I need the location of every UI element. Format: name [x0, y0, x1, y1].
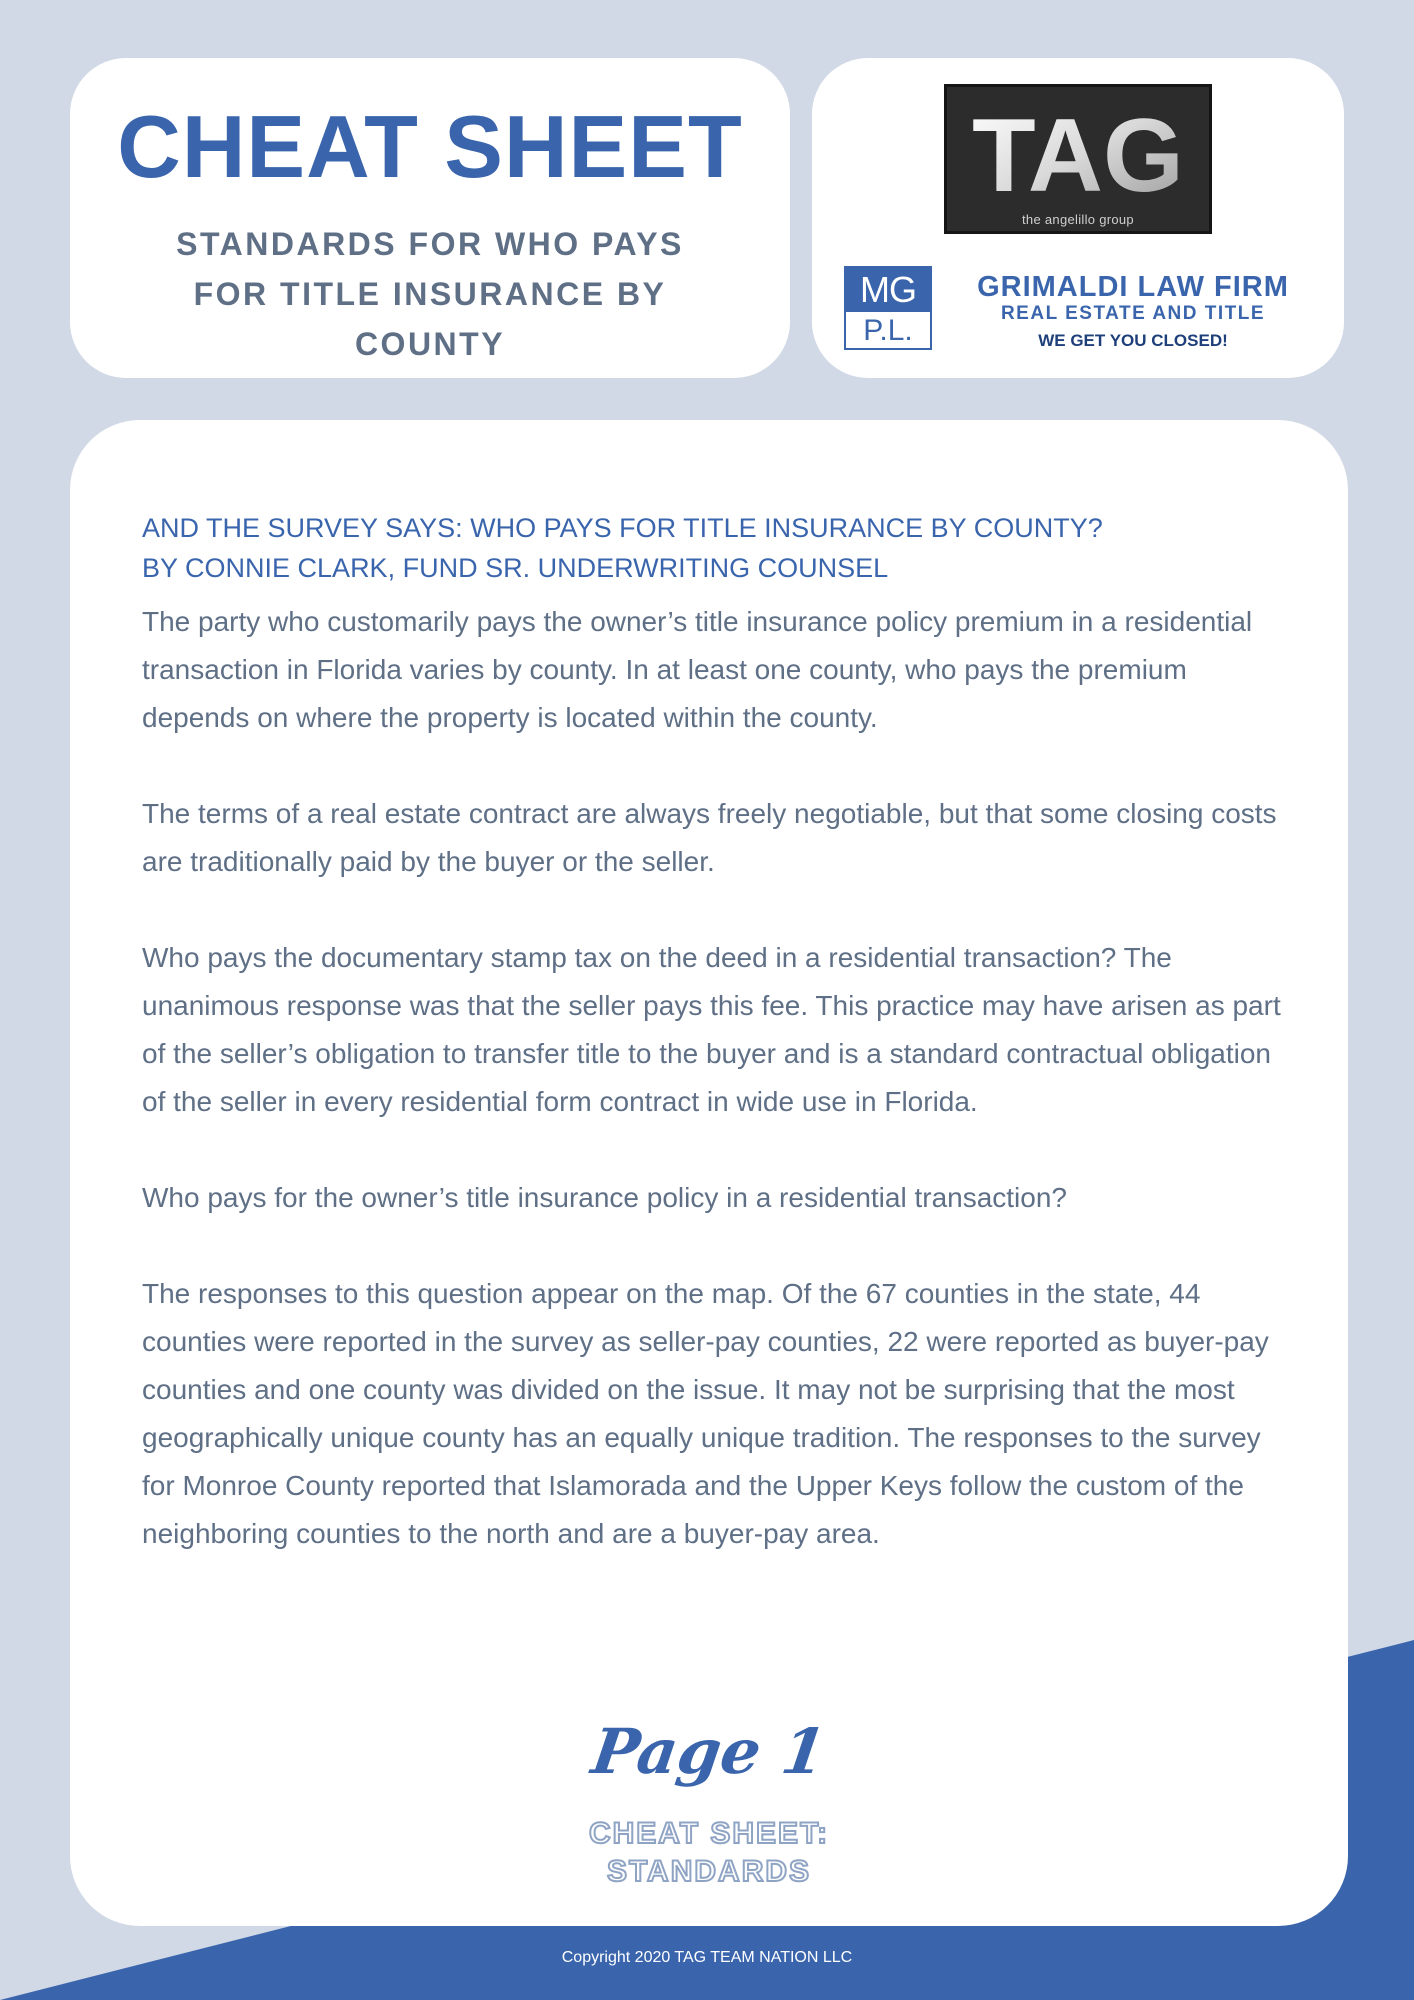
article-heading-line1: AND THE SURVEY SAYS: WHO PAYS FOR TITLE INSURANCE BY COUNTY?: [142, 513, 1103, 543]
firm-name: GRIMALDI LAW FIRM: [977, 271, 1289, 303]
article-paragraph: The responses to this question appear on the map. Of the 67 counties in the state, 44 counties were reported in the survey as seller-pay counties, 22 were reported as buyer-pay counties and one county was divided on the issue. It may not be surprising that the most geographically unique county has an equally unique tradition. The responses to the survey for Monroe County reported that Islamorada and the Upper Keys follow the custom of the neighboring counties to the north and are a buyer-pay area.: [142, 1278, 1269, 1549]
mgpl-logo: [844, 266, 932, 350]
page-title: CHEAT SHEET: [117, 97, 743, 196]
footer-label: [70, 1815, 1348, 1891]
footer-label-line1: CHEAT SHEET:: [588, 1817, 830, 1850]
firm-subtitle: REAL ESTATE AND TITLE: [1000, 303, 1266, 324]
title-card: [70, 58, 790, 378]
mg-logo-text: MG: [846, 268, 930, 312]
article-body: [142, 598, 1287, 1606]
tag-logo: [944, 84, 1212, 234]
tag-tagline: the angelillo group: [1022, 212, 1134, 227]
page-subtitle: STANDARDS FOR WHO PAYS FOR TITLE INSURANCE BY COUNTY: [176, 226, 684, 363]
pl-logo-text: P.L.: [863, 314, 913, 347]
tag-logo-text: TAG: [972, 98, 1184, 207]
article-paragraph: Who pays for the owner’s title insurance policy in a residential transaction?: [142, 1182, 1067, 1213]
article-card: [70, 420, 1348, 1926]
article-paragraph: The terms of a real estate contract are always freely negotiable, but that some closing costs are traditionally paid by the buyer or the seller.: [142, 798, 1277, 877]
copyright: Copyright 2020 TAG TEAM NATION LLC: [561, 1949, 853, 1966]
article-paragraph: Who pays the documentary stamp tax on the deed in a residential transaction? The unanimous response was that the seller pays this fee. This practice may have arisen as part of the seller’s obligation to transfer title to the buyer and is a standard contractual obligation of the seller in every residential form contract in wide use in Florida.: [142, 942, 1281, 1117]
grimaldi-logo-text: [938, 270, 1328, 352]
firm-tagline: WE GET YOU CLOSED!: [1038, 331, 1228, 350]
article-heading: [142, 508, 1282, 588]
article-paragraph: The party who customarily pays the owner’s title insurance policy premium in a residential transaction in Florida varies by county. In at least one county, who pays the premium depends on where the property is located within the county.: [142, 606, 1253, 733]
tag-logo-mark: [947, 87, 1209, 207]
article-heading-line2: BY CONNIE CLARK, FUND SR. UNDERWRITING COUNSEL: [142, 553, 889, 583]
footer-label-line2: STANDARDS: [606, 1855, 812, 1888]
page-number: Page 1: [587, 1715, 831, 1788]
logo-card: [812, 58, 1344, 378]
